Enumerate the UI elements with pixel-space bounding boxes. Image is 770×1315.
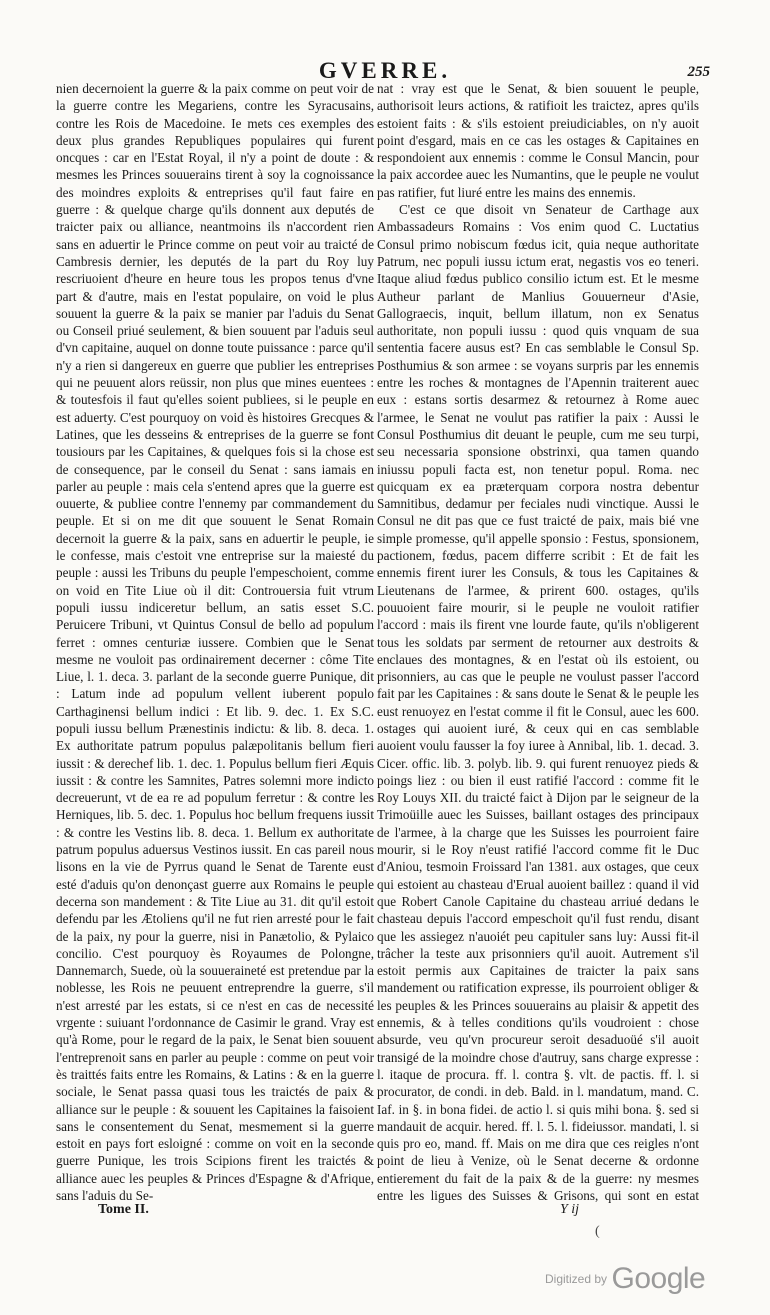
digitized-by-label: Digitized by — [545, 1272, 608, 1286]
right-column — [377, 80, 699, 1205]
ink-mark: ( — [595, 1224, 600, 1239]
signature-mark: Y ij — [560, 1202, 580, 1217]
google-watermark — [545, 1262, 705, 1296]
left-column — [56, 80, 374, 1205]
paragraph: nat : vray est que le Senat, & bien souuent le peuple, authorisoit leurs actions, & ratifioit les traictez, apres qu'ils estoient faits : & s'ils estoient preiudiciables, on n'y auoit point d'esgard, mais en ce cas les ostages & Capitaines en respondoient aux ennemis : comme le Consul Mancin, pour la paix accordee auec les Numantins, que le peuple ne voulut pas ratifier, fut liuré entre les mains des ennemis. — [377, 81, 699, 200]
paragraph: nien decernoient la guerre & la paix comme on peut voir de la guerre contre les Megariens, contre les Syracusains, contre les Rois de Macedoine. Ie mets ces exemples des deux plus grandes Republiques populaires qui furent oncques : car en l'Estat Royal, il n'y a point de doute : & mesmes les Princes souuerains tirent à soy la cognoissance des moindres exploits & entreprises qu'il faut faire en guerre : & quelque charge qu'ils donnent aux deputés de traicter paix ou alliance, neantmoins ils n'accordent rien sans en aduertir le Prince comme on peut voir au traicté de Cambresis dernier, les deputés de la part du Roy luy rescriuoient d'heure en heure tous les propos tenus d'vne part & d'autre, mais en l'estat populaire, on void le plus souuent la guerre & la paix se manier par l'aduis du Senat ou Conseil priué seulement, & bien souuent par l'aduis seul d'vn capitaine, auquel on donne toute puissance : parce qu'il n'y a rien si dangereux en guerre que publier les entreprises qui ne peuuent alors reüssir, non plus que mines euentees : & toutesfois il faut qu'elles soient publiees, si le peuple en est aduerty. C'est pourquoy on void ès histoires Grecques & Latines, que les desseins & entreprises de la guerre se font tousiours par les Capitaines, & quelques fois si la chose est de consequence, par le conseil du Senat : sans iamais en parler au peuple : mais cela s'entend apres que la guerre est ouuerte, & publiee contre l'ennemy par commandement du peuple. Et si on me dit que souuent le Senat Romain decernoit la guerre & la paix, sans en aduertir le peuple, ie le confesse, mais c'estoit vne entreprise sur la maiesté du peuple : aussi les Tribuns du peuple l'empeschoient, comme on void en Tite Liue où il dit: Controuersia fuit vtrum populi iussu indiceretur bellum, an satis esset S.C. Peruicere Tribuni, vt Quintus Consul de bello ad populum ferret : omnes centuriæ iussere. Combien que le Senat mesme ne vouloit pas ordinairement decerner : côme Tite Liue, l. 1. deca. 3. parlant de la seconde guerre Punique, dit : Latum inde ad populum vellent iuberent populo Carthaginensi bellum indici : Et lib. 9. dec. 1. Ex S.C. populi iussu bellum Prænestinis indictu: & lib. 8. deca. 1. Ex authoritate patrum populus palæpolitanis bellum fieri iussit : & derechef lib. 1. dec. 1. Populus bellum fieri Æquis iussit : & contre les Samnites, Patres solemni more indicto decreuerunt, vt de ea re ad populum ferretur : & contre les Herniques, lib. 5. dec. 1. Populus hoc bellum frequens iussit : & contre les Vestins lib. 8. deca. 1. Bellum ex authoritate patrum populus aduersus Vestinos iussit. En cas pareil nous lisons en la vie de Pyrrus quand le Senat de Tarente eust esté d'aduis qu'on denonçast guerre aux Romains le peuple decerna son mandement : & Tite Liue au 31. dit qu'il estoit defendu par les Ætoliens qu'il ne fut rien arresté pour le fait de la paix, ny pour la guerre, nisi in Panætolio, & Pylaico concilio. C'est pourquoy ès Royaumes de Polongne, Dannemarch, Suede, où la souueraineté est pretendue par la noblesse, les Rois ne peuuent entreprendre la guerre, s'il n'est arresté par les estats, si ce n'est en cas de necessité vrgente : suiuant l'ordonnance de Casimir le grand. Vray est qu'à Rome, pour le regard de la paix, le Senat bien souuent l'entreprenoit sans en parler au peuple : comme on peut voir ès traittés faits entre les Romains, & Latins : & en la guerre sociale, le Senat passa quasi tous les traictés de paix & alliance sur le peuple : & souuent les Capitaines la faisoient sans le consentement du Senat, mesmement si la guerre estoit en pays fort esloigné : comme on voit en la seconde guerre Punique, les trois Scipions firent les traictés & alliance auec les peuples & Princes d'Espagne & d'Afrique, sans l'aduis du Se- — [56, 81, 374, 1203]
page-number: 255 — [687, 64, 710, 80]
google-logo: Google — [611, 1262, 706, 1295]
paragraph: C'est ce que disoit vn Senateur de Carthage aux Ambassadeurs Romains : Vos enim quod C. Luctatius Consul primo nobiscum fœdus icit, quia neque authoritate Patrum, nec populi iussu ictum erat, negastis vos eo teneri. Itaque aliud fœdus publico consilio ictum est. Et le mesme Autheur parlant de Manlius Gouuerneur d'Asie, Gallograecis, inquit, bellum illatum, non ex Senatus authoritate, non populi iussu : quod quis vnquam de sua sententia facere ausus est? En cas semblable le Consul Sp. Posthumius & son armee : se voyans surpris par les ennemis entre les roches & montagnes de l'Apennin traiterent auec eux : estans sortis desarmez & retournez à Rome auec l'armee, le Senat ne voulut pas ratifier la paix : Aussi le Consul Posthumius dit deuant le peuple, cum me seu turpi, seu necessaria sponsione obstrinxi, qua tamen quando iniussu populi facta est, non tenetur popul. Roma. nec quicquam ex ea præterquam corpora nostra debentur Samnitibus, dedamur per feciales nudi vinctique. Aussi le Consul ne dit pas que ce fust traicté de paix, mais bié vne simple promesse, qu'il appelle sponsio : Festus, sponsionem, pactionem, fœdus, pacem differre scribit : Et de fait les ennemis firent iurer les Consuls, & tous les Capitaines & Lieutenans de l'armee, & prirent 600. ostages, qu'ils pouuoient faire mourir, si le peuple ne vouloit ratifier l'accord : mais ils firent vne lourde faute, qu'ils n'obligerent tous les soldats par serment de retourner aux destroits & enclaues des montagnes, & en l'estat où ils estoient, ou prisonniers, au cas que le peuple ne voulust passer l'accord fait par les Capitaines : & sans doute le Senat & le peuple les eust renuoyez en l'estat comme il fit le Consul, auec les 600. ostages qui auoient iuré, & ceux qui en cas semblable auoient voulu fausser la foy iuree à Annibal, lib. 1. decad. 3. Cicer. offic. lib. 3. polyb. lib. 9. qui furent renuoyez pieds & poings liez : ou bien il eust ratifié l'accord : comme fit le Roy Louys XII. du traicté faict à Dijon par le seigneur de la Trimoüille auec les Suisses, baillant ostages des principaux de l'armee, à la charge que les Suisses les pourroient faire mourir, si le Roy n'eust ratifié l'accord comme fit le Duc d'Aniou, tesmoin Froissard l'an 1381. aux ostages, que ceux qui estoient au chasteau d'Erual auoient baillez : quand il vid que Robert Canole Capitaine du chasteau arriué dedans le chasteau depuis l'accord empeschoit qu'il fust rendu, disant que les assiegez n'auoiét peu capituler sans luy: Aussi fit-il trâcher la teste aux prisonniers qu'il auoit. Autrement s'il estoit permis aux Capitaines de traicter la paix sans mandement ou ratification expresse, ils pourroient obliger & les peuples & les Princes souuerains au plaisir & appetit des ennemis, & à telles conditions qu'ils voudroient : chose absurde, veu qu'vn procureur seroit desaduoüé s'il auoit transigé de la moindre chose d'autruy, sans charge expresse : l. itaque de procura. ff. l. contra §. vlt. de pactis. ff. l. si procurator, de condi. in deb. Bald. in l. mandatum, mand. C. Iaf. in §. in bona fidei. de actio l. si quis mihi bona. §. sed si mandauit de acquir. hered. ff. l. 5. l. fideiussor. mandati, l. si quis pro eo, mand. ff. Mais on me dira que ces reigles n'ont point de lieu à Venize, où le Senat decerne & ordonne entierement du fait de la paix & de la guerre: ny mesmes entre les ligues des Suisses & Grisons, qui sont en estat — [377, 202, 699, 1203]
volume-label: Tome II. — [98, 1202, 149, 1217]
running-head: GVERRE. — [318, 58, 452, 83]
